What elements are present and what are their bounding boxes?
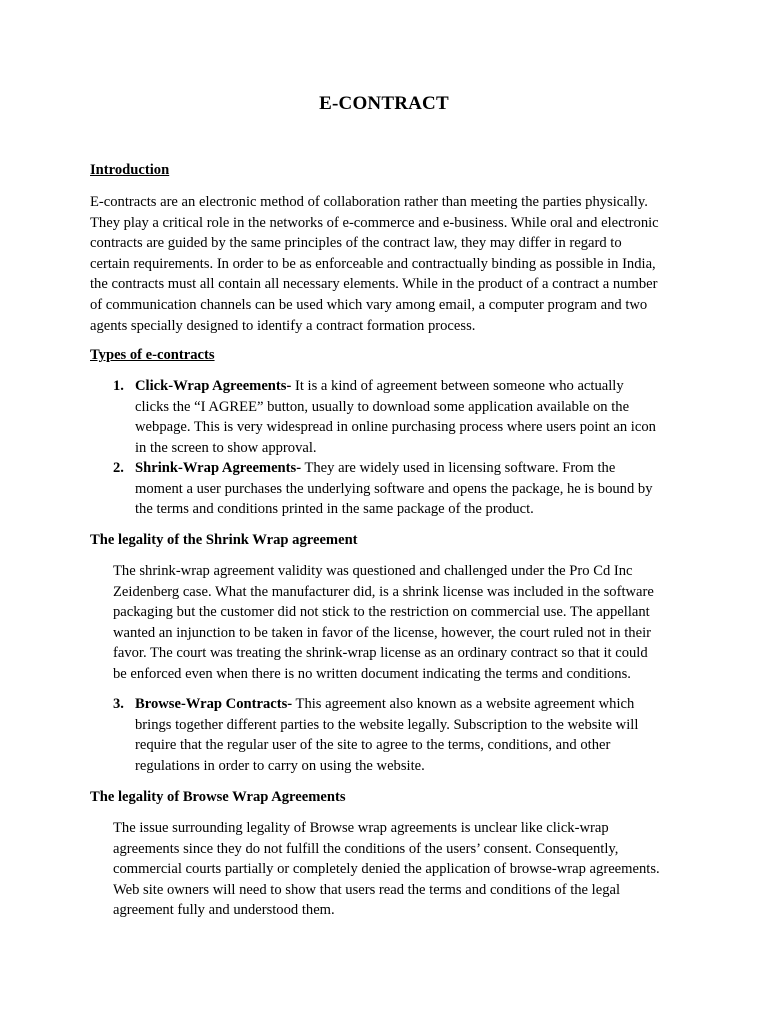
text-line: wanted an injunction to be taken in favor of the license, however, the court ruled not in their <box>113 624 651 641</box>
text-line: moment a user purchases the underlying software and opens the package, he is bound by <box>135 480 653 497</box>
text-line: be enforced even when there is no written document indicating the terms and conditions. <box>113 665 631 682</box>
text-line: agreement fully and understood them. <box>113 902 335 919</box>
list-number: 1. <box>113 378 124 394</box>
term-label: Click-Wrap Agreements- <box>135 378 292 394</box>
text-line: commercial courts partially or completely denied the application of browse-wrap agreements. <box>113 861 660 878</box>
term-label: Browse-Wrap Contracts- <box>135 696 293 712</box>
text-line: The shrink-wrap agreement validity was questioned and challenged under the Pro Cd Inc <box>113 563 633 579</box>
browse-legality-paragraph <box>113 818 688 921</box>
types-heading: Types of e-contracts <box>90 347 215 363</box>
text-line: brings together different parties to the website legally. Subscription to the website will <box>135 716 639 733</box>
text-line: agents specially designed to identify a contract formation process. <box>90 317 476 334</box>
browse-legality-heading: The legality of Browse Wrap Agreements <box>90 789 346 805</box>
text-line: require that the regular user of the site to agree to the terms, conditions, and other <box>135 737 611 754</box>
text-line: contracts are guided by the same principles of the contract law, they may differ in regard to <box>90 235 622 252</box>
text-line: of communication channels can be used which vary among email, a computer program and two <box>90 296 648 313</box>
list-item-click-wrap <box>113 376 693 458</box>
text-line: Zeidenberg case. What the manufacturer did, is a shrink license was included in the software <box>113 583 654 600</box>
text-line: packaging but the customer did not stick to the restriction on commercial use. The appellant <box>113 604 650 621</box>
list-number: 3. <box>113 696 124 712</box>
text-line: The issue surrounding legality of Browse wrap agreements is unclear like click-wrap <box>113 820 609 836</box>
shrink-legality-heading: The legality of the Shrink Wrap agreement <box>90 532 358 548</box>
introduction-heading: Introduction <box>90 162 170 178</box>
text-line: certain requirements. In order to be as enforceable and contractually binding as possible in India, <box>90 255 656 272</box>
text-line: the contracts must all contain all necessary elements. While in the product of a contract a number <box>90 276 658 293</box>
text-line: E-contracts are an electronic method of collaboration rather than meeting the parties physically. <box>90 194 648 210</box>
text-line: the terms and conditions printed in the same package of the product. <box>135 501 534 518</box>
text-line: It is a kind of agreement between someone who actually <box>291 378 624 394</box>
text-line: agreements since they do not fulfill the conditions of the users’ consent. Consequently, <box>113 840 619 857</box>
text-line: in the screen to show approval. <box>135 439 317 456</box>
list-number: 2. <box>113 460 124 476</box>
list-item-browse-wrap <box>113 694 693 776</box>
text-line: They are widely used in licensing software. From the <box>301 460 616 476</box>
text-line: favor. The court was treating the shrink-wrap license as an ordinary contract so that it could <box>113 645 648 662</box>
text-line: They play a critical role in the networks of e-commerce and e-business. While oral and electronic <box>90 214 659 231</box>
introduction-paragraph <box>90 192 690 336</box>
text-line: This agreement also known as a website agreement which <box>292 696 635 712</box>
page-title: E-CONTRACT <box>319 93 449 114</box>
text-line: regulations in order to carry on using the website. <box>135 757 425 774</box>
shrink-legality-paragraph <box>113 561 688 685</box>
text-line: Web site owners will need to show that users read the terms and conditions of the legal <box>113 881 621 898</box>
term-label: Shrink-Wrap Agreements- <box>135 460 302 476</box>
text-line: webpage. This is very widespread in online purchasing process where users point an icon <box>135 419 656 436</box>
list-item-shrink-wrap <box>113 458 693 520</box>
text-line: clicks the “I AGREE” button, usually to download some application available on the <box>135 398 630 415</box>
